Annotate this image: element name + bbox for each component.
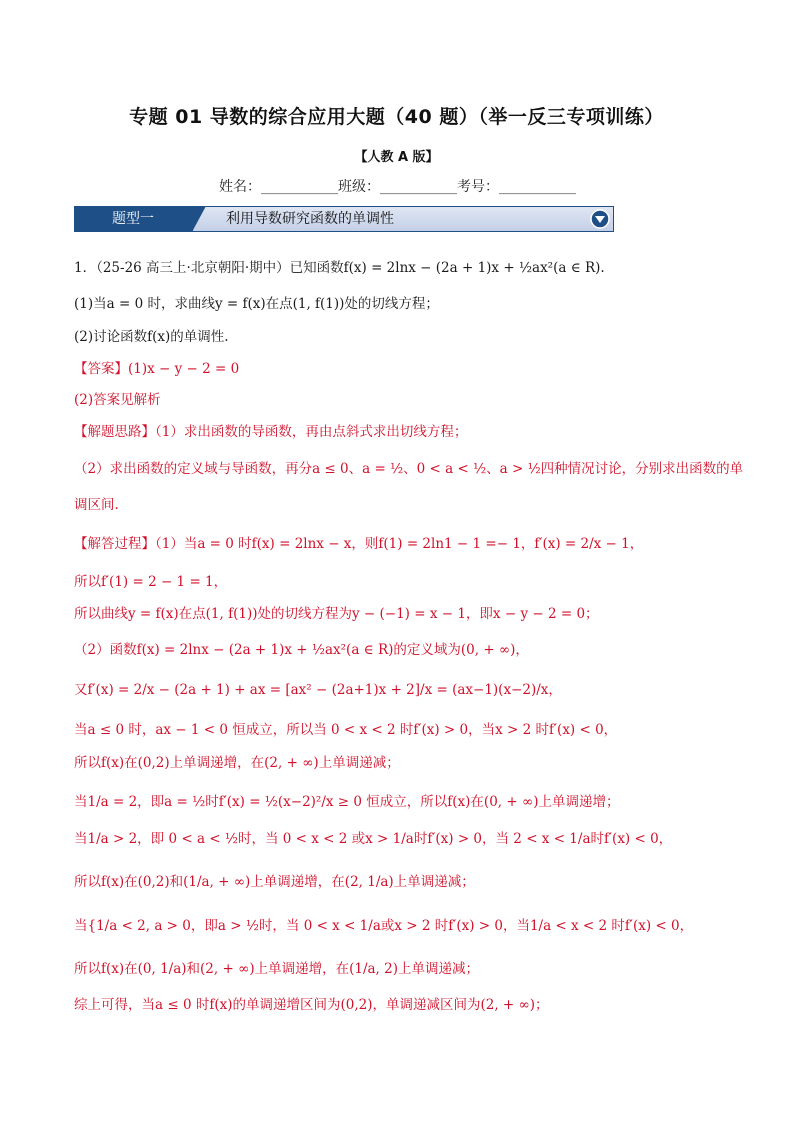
solution-step: 当a ≤ 0 时，ax − 1 < 0 恒成立，所以当 0 < x < 2 时f′(x) > 0，当x > 2 时f′(x) < 0， <box>74 722 618 738</box>
solution-step: 所以曲线y = f(x)在点(1, f(1))处的切线方程为y − (−1) = x − 1，即x − y − 2 = 0； <box>74 606 599 622</box>
solution-step: 当1/a > 2，即 0 < a < ½时，当 0 < x < 2 或x > 1/a时f′(x) > 0，当 2 < x < 1/a时f′(x) < 0， <box>74 831 673 847</box>
question-stem: 1．（25-26 高三上·北京朝阳·期中）已知函数f(x) = 2lnx − (2a + 1)x + ½ax²(a ∈ R). <box>74 260 605 276</box>
solution-idea-3: 调区间. <box>74 497 119 513</box>
solution-idea-1: 【解题思路】（1）求出函数的导函数，再由点斜式求出切线方程； <box>74 424 468 440</box>
answer-line-2: (2)答案见解析 <box>74 392 161 408</box>
edition-label: 【人教 A 版】 <box>354 150 439 165</box>
answer-line: 【答案】(1)x − y − 2 = 0 <box>74 361 240 377</box>
section-type-label: 题型一 <box>112 211 154 227</box>
solution-idea-2: （2）求出函数的定义域与导函数，再分a ≤ 0、a = ½、0 < a < ½、a > ½四种情况讨论，分别求出函数的单 <box>74 461 744 477</box>
section-title: 利用导数研究函数的单调性 <box>226 211 394 227</box>
solution-step: 又f′(x) = 2/x − (2a + 1) + ax = [ax² − (2a+1)x + 2]/x = (ax−1)(x−2)/x， <box>74 682 562 698</box>
solution-step: 所以f(x)在(0,2)上单调递增，在(2, + ∞)上单调递减； <box>74 755 400 771</box>
student-info-line: 姓名：___________班级：___________考号：___________ <box>219 179 576 195</box>
solution-step: 所以f(x)在(0,2)和(1/a, + ∞)上单调递增，在(2, 1/a)上单调递减； <box>74 874 475 890</box>
solution-step: 当1/a = 2，即a = ½时f′(x) = ½(x−2)²/x ≥ 0 恒成立，所以f(x)在(0, + ∞)上单调递增； <box>74 794 620 810</box>
question-part-1: (1)当a = 0 时，求曲线y = f(x)在点(1, f(1))处的切线方程； <box>74 296 439 312</box>
solution-step: （2）函数f(x) = 2lnx − (2a + 1)x + ½ax²(a ∈ R)的定义域为(0, + ∞)， <box>74 642 529 658</box>
section-banner <box>74 206 614 232</box>
solution-step: 综上可得，当a ≤ 0 时f(x)的单调递增区间为(0,2)，单调递减区间为(2, + ∞)； <box>74 997 549 1013</box>
document-title: 专题 01 导数的综合应用大题（40 题）（举一反三专项训练） <box>129 106 664 128</box>
question-part-2: (2)讨论函数f(x)的单调性. <box>74 329 229 345</box>
solution-step: 【解答过程】（1）当a = 0 时f(x) = 2lnx − x，则f(1) = 2ln1 − 1 =− 1，f′(x) = 2/x − 1， <box>74 536 644 552</box>
solution-step: 所以f(x)在(0, 1/a)和(2, + ∞)上单调递增，在(1/a, 2)上单调递减； <box>74 961 479 977</box>
chevron-down-circle-icon <box>590 209 610 229</box>
solution-step: 当{1/a < 2, a > 0，即a > ½时，当 0 < x < 1/a或x > 2 时f′(x) > 0，当1/a < x < 2 时f′(x) < 0， <box>74 918 694 934</box>
solution-step: 所以f′(1) = 2 − 1 = 1， <box>74 574 228 590</box>
